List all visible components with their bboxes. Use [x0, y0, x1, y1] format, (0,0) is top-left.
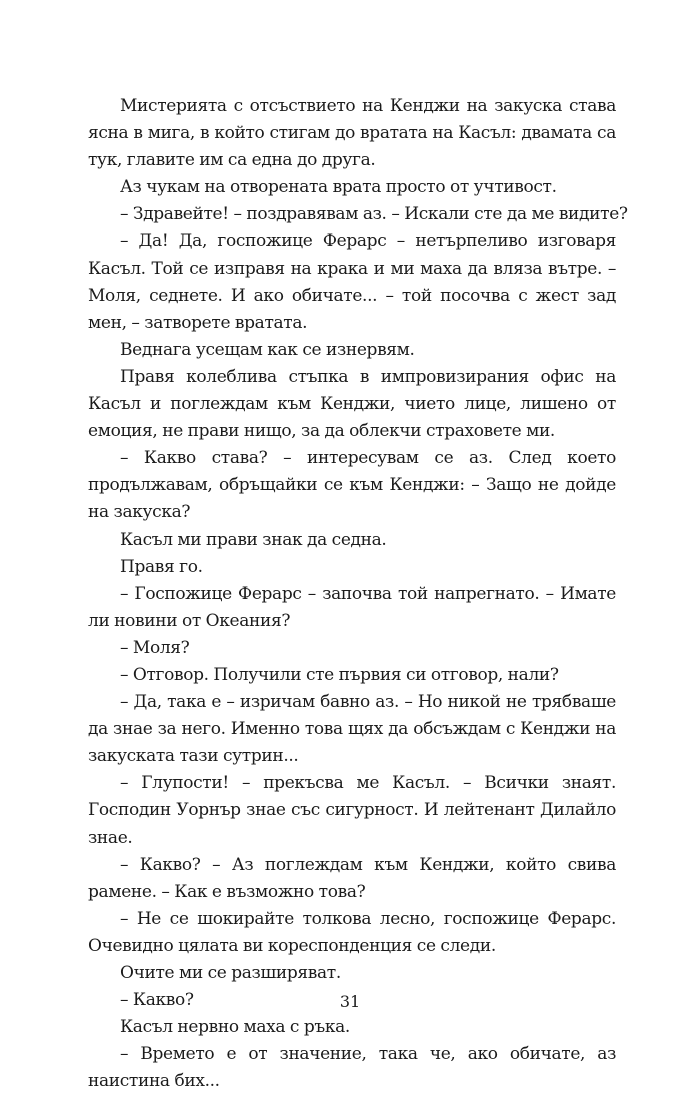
paragraph-13: – Да, така е – изричам бавно аз. – Но никой не трябваше да знае за него. Именно това щях да обсъждам с Кенджи на закуската тази сутрин... [88, 692, 616, 767]
paragraph-7: – Какво става? – интересувам се аз. След което продължавам, обръщайки се към Кенджи: – Защо не дойде на закуска? [88, 448, 616, 523]
paragraph-16: – Не се шокирайте толкова лесно, госпожице Ферарс. Очевидно цялата ви кореспонденция се следи. [88, 908, 616, 956]
paragraph-5: Веднага усещам как се изнервям. [120, 339, 415, 360]
paragraph-12: – Отговор. Получили сте първия си отговор, нали? [120, 664, 559, 685]
paragraph-20: – Времето е от значение, така че, ако обичате, аз наистина бих... [88, 1044, 616, 1092]
paragraph-8: Касъл ми прави знак да седна. [120, 529, 387, 550]
page-number: 31 [339, 992, 361, 1011]
paragraph-4: – Да! Да, госпожице Ферарс – нетърпеливо изговаря Касъл. Той се изправя на крака и ми маха да вляза вътре. – Моля, седнете. И ако обичате... – той посочва с жест зад мен, – затворете вратата. [88, 231, 616, 333]
paragraph-9: Правя го. [120, 556, 203, 577]
paragraph-1: Мистерията с отсъствието на Кенджи на закуска става ясна в мига, в който стигам до вратата на Касъл: двамата са тук, главите им са една до друга. [88, 96, 616, 171]
page-text [88, 93, 628, 1095]
paragraph-2: Аз чукам на отворената врата просто от учтивост. [120, 177, 557, 198]
paragraph-19: Касъл нервно маха с ръка. [120, 1017, 350, 1038]
paragraph-11: – Моля? [120, 637, 190, 658]
paragraph-6: Правя колеблива стъпка в импровизирания офис на Касъл и поглеждам към Кенджи, чието лице, лишено от емоция, не прави нищо, за да облекчи страховете ми. [88, 366, 616, 442]
paragraph-10: – Госпожице Ферарс – започва той напрегнато. – Имате ли новини от Океания? [88, 583, 616, 631]
paragraph-3: – Здравейте! – поздравявам аз. – Искали сте да ме видите? [120, 204, 628, 225]
paragraph-18: – Какво? [120, 990, 194, 1011]
paragraph-15: – Какво? – Аз поглеждам към Кенджи, който свива рамене. – Как е възможно това? [88, 854, 616, 902]
paragraph-17: Очите ми се разширяват. [120, 963, 341, 983]
paragraph-14: – Глупости! – прекъсва ме Касъл. – Всички знаят. Господин Уорнър знае със сигурност. И лейтенант Дилайло знае. [88, 773, 616, 848]
